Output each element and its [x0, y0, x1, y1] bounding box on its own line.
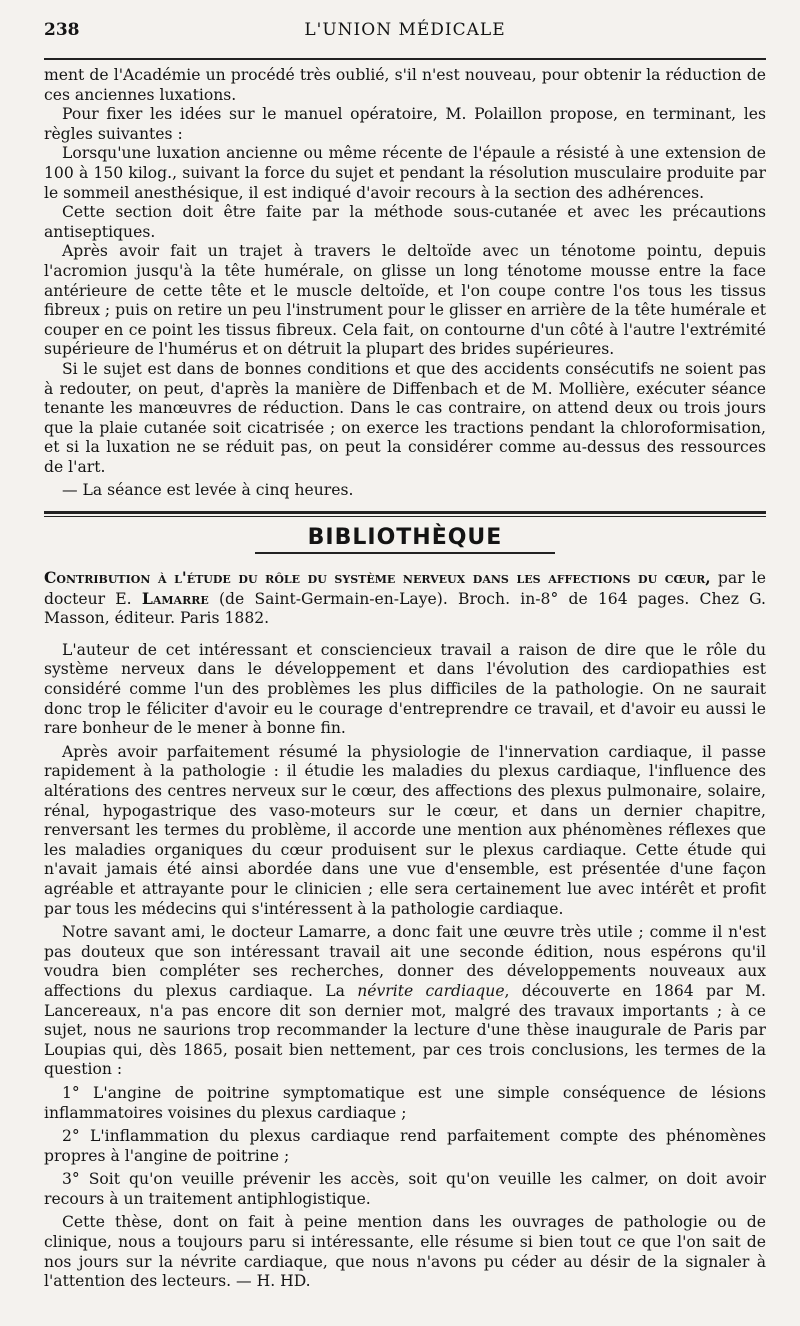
page-number: 238	[44, 20, 80, 40]
paragraph-continuation: ment de l'Académie un procédé très oublié, s'il n'est nouveau, pour obtenir la réduction de ces anciennes luxations.	[44, 66, 766, 104]
book-author-prefix: par le docteur E.	[44, 569, 766, 608]
book-author: Lamarre	[141, 588, 209, 608]
review-paragraph-2: Après avoir parfaitement résumé la physiologie de l'innervation cardiaque, il passe rapidement à la pathologie : il étudie les maladies du plexus cardiaque, l'influence des altérations des centres nerveux sur le cœur, des affections des plexus pulmonaire, solaire, rénal, hypogastrique des vaso-moteurs sur le cœur, et dans un dernier chapitre, renversant les termes du problème, il accorde une mention aux phénomènes réflexes que les maladies organiques du cœur produisent sur le plexus cardiaque. Cette étude qui n'avait jamais été ainsi abordée dans une vue d'ensemble, est présentée d'une façon agréable et attrayante pour le clinicien ; elle sera certainement lue avec intérêt et profit par tous les médecins qui s'intéressent à la pathologie cardiaque.	[44, 742, 766, 918]
final-paragraph: Cette thèse, dont on fait à peine mention dans les ouvrages de pathologie ou de clinique, nous a toujours paru si intéressante, elle résume si bien tout ce que l'on sait de nos jours sur la névrite cardiaque, que nous n'avons pu céder au désir de la signaler à l'attention des lecteurs. — H. HD.	[44, 1213, 766, 1291]
review-paragraph-1: L'auteur de cet intéressant et consciencieux travail a raison de dire que le rôle du système nerveux dans le développement et dans l'évolution des cardiopathies est considéré comme l'un des problèmes les plus difficiles de la pathologie. On ne saurait donc trop le féliciter d'avoir eu le courage d'entreprendre ce travail, et d'avoir eu aussi le rare bonheur de le mener à bonne fin.	[44, 640, 766, 738]
conclusion-3: 3° Soit qu'on veuille prévenir les accès, soit qu'on veuille les calmer, on doit avoir recours à un traitement antiphlogistique.	[44, 1170, 766, 1208]
paragraph-rule-3: Après avoir fait un trajet à travers le deltoïde avec un ténotome pointu, depuis l'acromion jusqu'à la tête humérale, on glisse un long ténotome mousse entre la face antérieure de cette tête et le muscle deltoïde, et l'on coupe contre l'os tous les tissus fibreux ; puis on retire un peu l'instrument pour le glisser en arrière de la tête humérale et couper en ce point les tissus fibreux. Cela fait, on contourne d'un côté à l'autre l'extrémité supérieure de l'humérus et on détruit la plupart des brides supérieures.	[44, 242, 766, 359]
session-closing: — La séance est levée à cinq heures.	[62, 481, 354, 500]
section-divider	[44, 511, 766, 517]
book-publication: (de Saint-Germain-en-Laye). Broch. in-8° de 164 pages. Chez G. Masson, éditeur. Paris 1882.	[44, 589, 766, 628]
running-title: L'UNION MÉDICALE	[304, 20, 506, 40]
title-underline	[255, 552, 555, 554]
section-title: BIBLIOTHÈQUE	[307, 525, 503, 551]
book-reference	[44, 568, 766, 629]
paragraph-rule-2: Cette section doit être faite par la méthode sous-cutanée et avec les précautions antiseptiques.	[44, 203, 766, 241]
page-header	[44, 20, 766, 54]
review-p3-before: Notre savant ami, le docteur Lamarre, a donc fait une œuvre très utile ; comme il n'est pas douteux que son intéressant travail ait une seconde édition, nous espérons qu'il voudra bien compléter ses recherches, donner des développements nouveaux aux affections du plexus cardiaque. La	[44, 923, 766, 1000]
review-paragraph-3	[44, 923, 766, 1080]
conclusion-2: 2° L'inflammation du plexus cardiaque rend parfaitement compte des phénomènes propres à l'angine de poitrine ;	[44, 1127, 766, 1165]
conclusion-1: 1° L'angine de poitrine symptomatique est une simple conséquence de lésions inflammatoires voisines du plexus cardiaque ;	[44, 1083, 766, 1122]
header-rule	[44, 58, 766, 60]
book-title: Contribution à l'étude du rôle du système nerveux dans les affections du cœur,	[44, 568, 711, 588]
review-p3-after: , découverte en 1864 par M. Lancereaux, n'a pas encore dit son dernier mot, malgré des travaux importants ; à ce sujet, nous ne saurions trop recommander la lecture d'une thèse inaugurale de Paris par Loupias qui, dès 1865, posait bien nettement, par ces trois conclusions, les termes de la question :	[44, 981, 766, 1079]
paragraph-rule-4: Si le sujet est dans de bonnes conditions et que des accidents consécutifs ne soient pas à redouter, on peut, d'après la manière de Diffenbach et de M. Mollière, exécuter séance tenante les manœuvres de réduction. Dans le cas contraire, on attend deux ou trois jours que la plaie cutanée soit cicatrisée ; on exerce les tractions pendant la chloroformisation, et si la luxation ne se réduit pas, on peut la considérer comme au-dessus des ressources de l'art.	[44, 359, 766, 476]
review-p3-italic: névrite cardiaque	[357, 981, 505, 1000]
paragraph-rule-1: Lorsqu'une luxation ancienne ou même récente de l'épaule a résisté à une extension de 100 à 150 kilog., suivant la force du sujet et pendant la résolution musculaire produite par le sommeil anesthésique, il est indiqué d'avoir recours à la section des adhérences.	[44, 144, 766, 202]
paragraph-rules-intro: Pour fixer les idées sur le manuel opératoire, M. Polaillon propose, en terminant, les règles suivantes :	[44, 105, 766, 143]
